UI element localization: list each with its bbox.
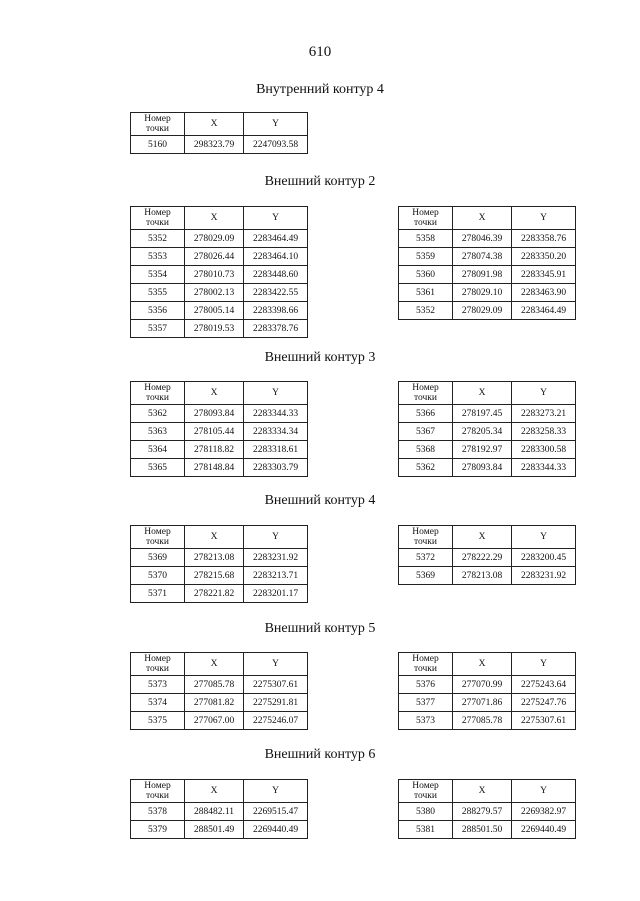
table-header-row — [131, 207, 308, 230]
coordinates-table — [130, 525, 308, 603]
x-coordinate: 278029.09 — [185, 230, 244, 248]
y-coordinate: 2275291.81 — [244, 694, 308, 712]
y-coordinate: 2283318.61 — [244, 441, 308, 459]
header-point-number: Номер точки — [131, 780, 185, 803]
table-row — [131, 585, 308, 603]
x-coordinate: 278026.44 — [185, 248, 244, 266]
point-number: 5160 — [131, 136, 185, 154]
y-coordinate: 2247093.58 — [244, 136, 308, 154]
point-number: 5376 — [399, 676, 453, 694]
x-coordinate: 277070.99 — [453, 676, 512, 694]
header-point-number: Номер точки — [131, 526, 185, 549]
header-x: X — [453, 653, 512, 676]
table-row — [131, 230, 308, 248]
table-row — [131, 266, 308, 284]
table-header-row — [131, 113, 308, 136]
header-point-number: Номер точки — [399, 653, 453, 676]
point-number: 5364 — [131, 441, 185, 459]
y-coordinate: 2283398.66 — [244, 302, 308, 320]
point-number: 5374 — [131, 694, 185, 712]
point-number: 5356 — [131, 302, 185, 320]
y-coordinate: 2283463.90 — [512, 284, 576, 302]
header-point-number: Номер точки — [399, 526, 453, 549]
header-y: Y — [244, 382, 308, 405]
table-row — [131, 441, 308, 459]
y-coordinate: 2269440.49 — [244, 821, 308, 839]
x-coordinate: 278205.34 — [453, 423, 512, 441]
coordinates-table — [398, 652, 576, 730]
y-coordinate: 2283303.79 — [244, 459, 308, 477]
y-coordinate: 2283201.17 — [244, 585, 308, 603]
point-number: 5367 — [399, 423, 453, 441]
y-coordinate: 2283358.76 — [512, 230, 576, 248]
x-coordinate: 278046.39 — [453, 230, 512, 248]
x-coordinate: 278222.29 — [453, 549, 512, 567]
header-x: X — [185, 207, 244, 230]
x-coordinate: 278010.73 — [185, 266, 244, 284]
x-coordinate: 298323.79 — [185, 136, 244, 154]
coordinates-table — [130, 381, 308, 477]
header-point-number: Номер точки — [131, 207, 185, 230]
y-coordinate: 2275247.76 — [512, 694, 576, 712]
x-coordinate: 278005.14 — [185, 302, 244, 320]
section-title: Внешний контур 6 — [264, 747, 376, 762]
table-row — [131, 248, 308, 266]
table-row — [131, 712, 308, 730]
y-coordinate: 2269440.49 — [512, 821, 576, 839]
table-row — [399, 230, 576, 248]
x-coordinate: 277067.00 — [185, 712, 244, 730]
header-x: X — [453, 780, 512, 803]
coordinates-table — [130, 652, 308, 730]
point-number: 5362 — [399, 459, 453, 477]
point-number: 5378 — [131, 803, 185, 821]
x-coordinate: 277081.82 — [185, 694, 244, 712]
y-coordinate: 2283448.60 — [244, 266, 308, 284]
header-point-number: Номер точки — [131, 382, 185, 405]
point-number: 5360 — [399, 266, 453, 284]
point-number: 5371 — [131, 585, 185, 603]
point-number: 5375 — [131, 712, 185, 730]
table-header-row — [131, 653, 308, 676]
coordinates-table — [398, 381, 576, 477]
table-row — [131, 567, 308, 585]
header-y: Y — [244, 526, 308, 549]
section-title: Внутренний контур 4 — [256, 82, 384, 97]
point-number: 5373 — [131, 676, 185, 694]
page-number: 610 — [308, 44, 332, 60]
table-row — [399, 423, 576, 441]
table-row — [131, 459, 308, 477]
y-coordinate: 2283231.92 — [512, 567, 576, 585]
header-point-number: Номер точки — [399, 207, 453, 230]
point-number: 5362 — [131, 405, 185, 423]
table-row — [399, 676, 576, 694]
header-point-number: Номер точки — [399, 382, 453, 405]
header-y: Y — [244, 780, 308, 803]
x-coordinate: 278091.98 — [453, 266, 512, 284]
table-header-row — [399, 526, 576, 549]
point-number: 5365 — [131, 459, 185, 477]
x-coordinate: 288482.11 — [185, 803, 244, 821]
point-number: 5370 — [131, 567, 185, 585]
point-number: 5380 — [399, 803, 453, 821]
x-coordinate: 277085.78 — [185, 676, 244, 694]
table-row — [399, 821, 576, 839]
table-row — [399, 712, 576, 730]
y-coordinate: 2283378.76 — [244, 320, 308, 338]
point-number: 5381 — [399, 821, 453, 839]
x-coordinate: 277071.86 — [453, 694, 512, 712]
header-y: Y — [512, 526, 576, 549]
header-point-number: Номер точки — [131, 653, 185, 676]
x-coordinate: 288501.50 — [453, 821, 512, 839]
y-coordinate: 2269515.47 — [244, 803, 308, 821]
coordinates-table — [130, 206, 308, 338]
x-coordinate: 278074.38 — [453, 248, 512, 266]
point-number: 5357 — [131, 320, 185, 338]
table-row — [131, 423, 308, 441]
header-x: X — [453, 382, 512, 405]
y-coordinate: 2283231.92 — [244, 549, 308, 567]
section-title: Внешний контур 3 — [264, 350, 376, 365]
x-coordinate: 278029.10 — [453, 284, 512, 302]
y-coordinate: 2275243.64 — [512, 676, 576, 694]
y-coordinate: 2283350.20 — [512, 248, 576, 266]
point-number: 5366 — [399, 405, 453, 423]
table-row — [399, 694, 576, 712]
header-x: X — [185, 653, 244, 676]
header-point-number: Номер точки — [131, 113, 185, 136]
y-coordinate: 2283273.21 — [512, 405, 576, 423]
header-x: X — [185, 113, 244, 136]
y-coordinate: 2283422.55 — [244, 284, 308, 302]
table-row — [399, 302, 576, 320]
y-coordinate: 2283213.71 — [244, 567, 308, 585]
coordinates-table — [398, 525, 576, 585]
header-y: Y — [512, 382, 576, 405]
coordinates-table — [398, 206, 576, 320]
table-row — [399, 567, 576, 585]
point-number: 5379 — [131, 821, 185, 839]
x-coordinate: 288501.49 — [185, 821, 244, 839]
table-row — [131, 694, 308, 712]
table-row — [399, 248, 576, 266]
point-number: 5361 — [399, 284, 453, 302]
y-coordinate: 2283200.45 — [512, 549, 576, 567]
y-coordinate: 2275307.61 — [512, 712, 576, 730]
coordinates-table — [130, 779, 308, 839]
x-coordinate: 278215.68 — [185, 567, 244, 585]
y-coordinate: 2283334.34 — [244, 423, 308, 441]
x-coordinate: 278221.82 — [185, 585, 244, 603]
header-y: Y — [512, 653, 576, 676]
section-title: Внешний контур 4 — [264, 493, 376, 508]
table-row — [131, 320, 308, 338]
table-header-row — [399, 653, 576, 676]
x-coordinate: 278093.84 — [185, 405, 244, 423]
y-coordinate: 2283464.49 — [512, 302, 576, 320]
header-point-number: Номер точки — [399, 780, 453, 803]
y-coordinate: 2275246.07 — [244, 712, 308, 730]
x-coordinate: 278148.84 — [185, 459, 244, 477]
header-x: X — [453, 207, 512, 230]
point-number: 5358 — [399, 230, 453, 248]
section-title: Внешний контур 2 — [264, 174, 376, 189]
table-row — [399, 284, 576, 302]
table-row — [131, 821, 308, 839]
table-row — [131, 549, 308, 567]
y-coordinate: 2283300.58 — [512, 441, 576, 459]
table-header-row — [131, 780, 308, 803]
x-coordinate: 278192.97 — [453, 441, 512, 459]
x-coordinate: 288279.57 — [453, 803, 512, 821]
y-coordinate: 2283344.33 — [244, 405, 308, 423]
table-row — [399, 266, 576, 284]
y-coordinate: 2283464.49 — [244, 230, 308, 248]
x-coordinate: 278093.84 — [453, 459, 512, 477]
header-x: X — [185, 382, 244, 405]
x-coordinate: 277085.78 — [453, 712, 512, 730]
x-coordinate: 278105.44 — [185, 423, 244, 441]
coordinates-table — [398, 779, 576, 839]
header-y: Y — [512, 780, 576, 803]
section-title: Внешний контур 5 — [264, 621, 376, 636]
x-coordinate: 278002.13 — [185, 284, 244, 302]
x-coordinate: 278213.08 — [453, 567, 512, 585]
header-y: Y — [244, 113, 308, 136]
point-number: 5373 — [399, 712, 453, 730]
table-header-row — [131, 382, 308, 405]
point-number: 5368 — [399, 441, 453, 459]
y-coordinate: 2283258.33 — [512, 423, 576, 441]
x-coordinate: 278213.08 — [185, 549, 244, 567]
header-x: X — [185, 780, 244, 803]
table-row — [131, 302, 308, 320]
table-header-row — [399, 382, 576, 405]
y-coordinate: 2269382.97 — [512, 803, 576, 821]
x-coordinate: 278019.53 — [185, 320, 244, 338]
table-row — [399, 441, 576, 459]
table-row — [131, 284, 308, 302]
table-row — [399, 803, 576, 821]
point-number: 5353 — [131, 248, 185, 266]
coordinates-table — [130, 112, 308, 154]
x-coordinate: 278197.45 — [453, 405, 512, 423]
table-row — [399, 459, 576, 477]
header-x: X — [453, 526, 512, 549]
y-coordinate: 2283345.91 — [512, 266, 576, 284]
point-number: 5363 — [131, 423, 185, 441]
table-row — [131, 136, 308, 154]
y-coordinate: 2283464.10 — [244, 248, 308, 266]
table-header-row — [131, 526, 308, 549]
header-y: Y — [244, 207, 308, 230]
table-row — [131, 803, 308, 821]
point-number: 5369 — [399, 567, 453, 585]
point-number: 5352 — [399, 302, 453, 320]
point-number: 5372 — [399, 549, 453, 567]
point-number: 5354 — [131, 266, 185, 284]
header-x: X — [185, 526, 244, 549]
x-coordinate: 278118.82 — [185, 441, 244, 459]
table-row — [131, 405, 308, 423]
table-row — [131, 676, 308, 694]
point-number: 5352 — [131, 230, 185, 248]
point-number: 5377 — [399, 694, 453, 712]
table-row — [399, 405, 576, 423]
header-y: Y — [244, 653, 308, 676]
point-number: 5369 — [131, 549, 185, 567]
table-header-row — [399, 207, 576, 230]
y-coordinate: 2275307.61 — [244, 676, 308, 694]
y-coordinate: 2283344.33 — [512, 459, 576, 477]
table-row — [399, 549, 576, 567]
point-number: 5359 — [399, 248, 453, 266]
table-header-row — [399, 780, 576, 803]
header-y: Y — [512, 207, 576, 230]
point-number: 5355 — [131, 284, 185, 302]
x-coordinate: 278029.09 — [453, 302, 512, 320]
